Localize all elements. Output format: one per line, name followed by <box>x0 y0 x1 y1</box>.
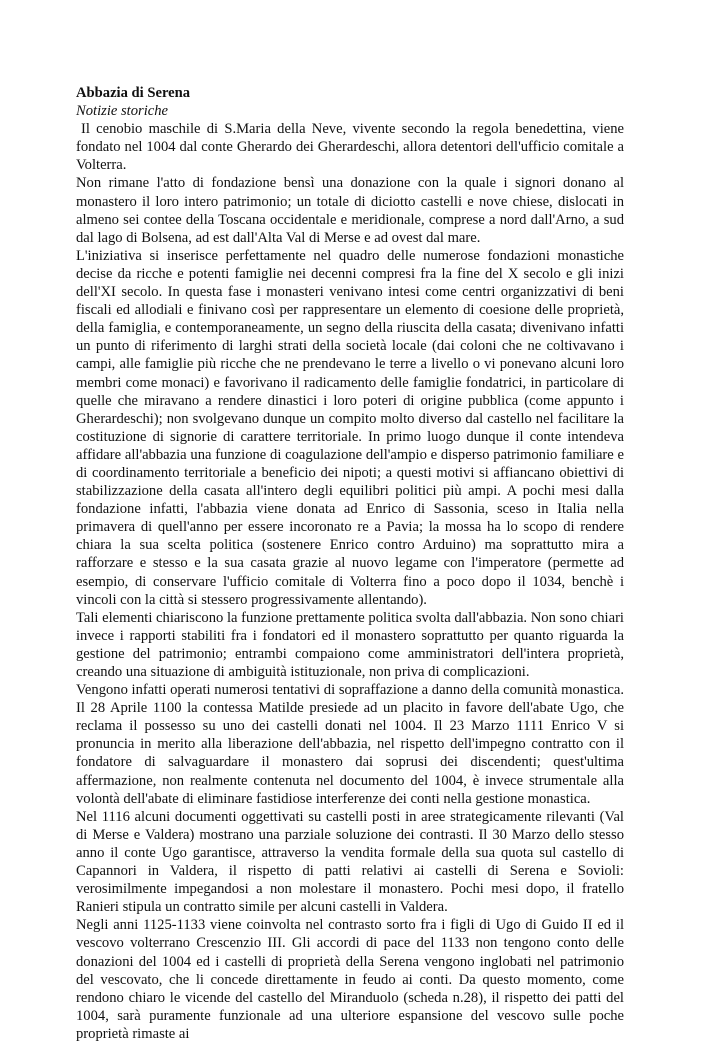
paragraph-1116: Nel 1116 alcuni documenti oggettivati su castelli posti in aree strategicamente rilevanti (Val di Merse e Valdera) mostrano una parziale soluzione dei contrasti. Il 30 Marzo dello stesso anno il conte Ugo garantisce, attraverso la vendita formale della sua quota sul castello di Capannori in Valdera, il rispetto di patti relativi ai castelli di Serena e Sovioli: verosimilmente impegandosi a non molestare il monastero. Pochi mesi dopo, il fratello Ranieri stipula un contratto simile per alcuni castelli in Valdera. <box>76 808 624 916</box>
paragraph-attempts: Vengono infatti operati numerosi tentativi di sopraffazione a danno della comunità monastica. Il 28 Aprile 1100 la contessa Matilde presiede ad un placito in favore dell'abate Ugo, che reclama il possesso su uno dei castelli donati nel 1004. Il 23 Marzo 1111 Enrico V si pronuncia in merito alla liberazione dell'abbazia, nel rispetto dell'impegno contratto con il fondatore di salvaguardare il monastero dai soprusi dei discendenti; quest'ultima affermazione, non realmente contenuta nel documento del 1004, è invece strumentale alla volontà dell'abate di eliminare fastidiose interferenze dei conti nella gestione monastica. <box>76 682 624 807</box>
document-subtitle: Notizie storiche <box>76 103 169 120</box>
document-page <box>76 84 624 1043</box>
paragraph-initiative: L'iniziativa si inserisce perfettamente nel quadro delle numerose fondazioni monastiche decise da ricche e potenti famiglie nei decenni compresi fra la fine del X secolo e gli inizi dell'XI secolo. In questa fase i monasteri venivano intesi come centri organizzativi di beni fiscali ed allodiali e finivano così per rappresentare un elemento di coesione delle proprietà, della famiglia, e contemporaneamente, un segno della riuscita della casata; divenivano infatti un punto di riferimento di larghi strati della società locale (dai coloni che ne coltivavano i campi, alle famiglie più ricche che ne prendevano le terre a livello o vi ponevano alcuni loro membri come monaci) e favorivano il radicamento delle famiglie fondatrici, in particolare di quelle che miravano a rendere dinastici i loro poteri di origine pubblica (come appunto i Gherardeschi); non svolgevano dunque un compito molto diverso dal castello nel facilitare la costituzione di signorie di carattere territoriale. In primo luogo dunque il conte intendeva affidare all'abbazia una funzione di coagulazione dell'ampio e disperso patrimonio familiare e di coordinamento territoriale a beneficio dei nipoti; a questi motivi si affiancano obiettivi di stabilizzazione della casata all'intero degli equilibri politici più ampi. A pochi mesi dalla fondazione infatti, l'abbazia viene donata ad Enrico di Sassonia, sceso in Italia nella primavera di quell'anno per essere incoronato re a Pavia; la mossa ha lo scopo di rendere chiara la sua scelta politica (sostenere Enrico contro Arduino) ma soprattutto mira a rafforzare e stesso e la sua casata grazie al nuovo legame con l'imperatore (permette ad esempio, di conservare l'ufficio comitale di Volterra fino a poco dopo il 1034, benchè i vincoli con la città si stessero progressivamente allentando). <box>76 247 624 608</box>
paragraph-political-function: Tali elementi chiariscono la funzione prettamente politica svolta dall'abbazia. Non sono chiari invece i rapporti stabiliti fra i fondatori ed il monastero soprattutto per quanto riguarda la gestione del patrimonio; entrambi compaiono come amministratori dell'intera proprietà, creando una situazione di ambiguità istituzionale, non priva di complicazioni. <box>76 609 624 680</box>
paragraph-foundation: Il cenobio maschile di S.Maria della Neve, vivente secondo la regola benedettina, viene fondato nel 1004 dal conte Gherardo dei Gherardeschi, allora detentori dell'ufficio comitale a Volterra. <box>76 121 624 174</box>
document-title: Abbazia di Serena <box>76 85 191 101</box>
paragraph-1125-1133: Negli anni 1125-1133 viene coinvolta nel contrasto sorto fra i figli di Ugo di Guido II ed il vescovo volterrano Crescenzio III. Gli accordi di pace del 1133 non tengono conto delle donazioni del 1004 ed i castelli di proprietà della Serena vengono inglobati nel patrimonio del vescovato, che li concede direttamente in feudo ai conti. Da questo momento, come rendono chiaro le vicende del castello del Miranduolo (scheda n.28), il rispetto dei patti del 1004, sarà puramente funzionale ad una ulteriore espansione del vescovo sulle poche proprietà rimaste ai <box>76 917 624 1042</box>
paragraph-donation: Non rimane l'atto di fondazione bensì una donazione con la quale i signori donano al monastero il loro intero patrimonio; un totale di diciotto castelli e nove chiese, dislocati in almeno sei contee della Toscana occidentale e meridionale, comprese a nord dall'Arno, a sud dal lago di Bolsena, ad est dall'Alta Val di Merse e ad ovest dal mare. <box>76 175 624 246</box>
